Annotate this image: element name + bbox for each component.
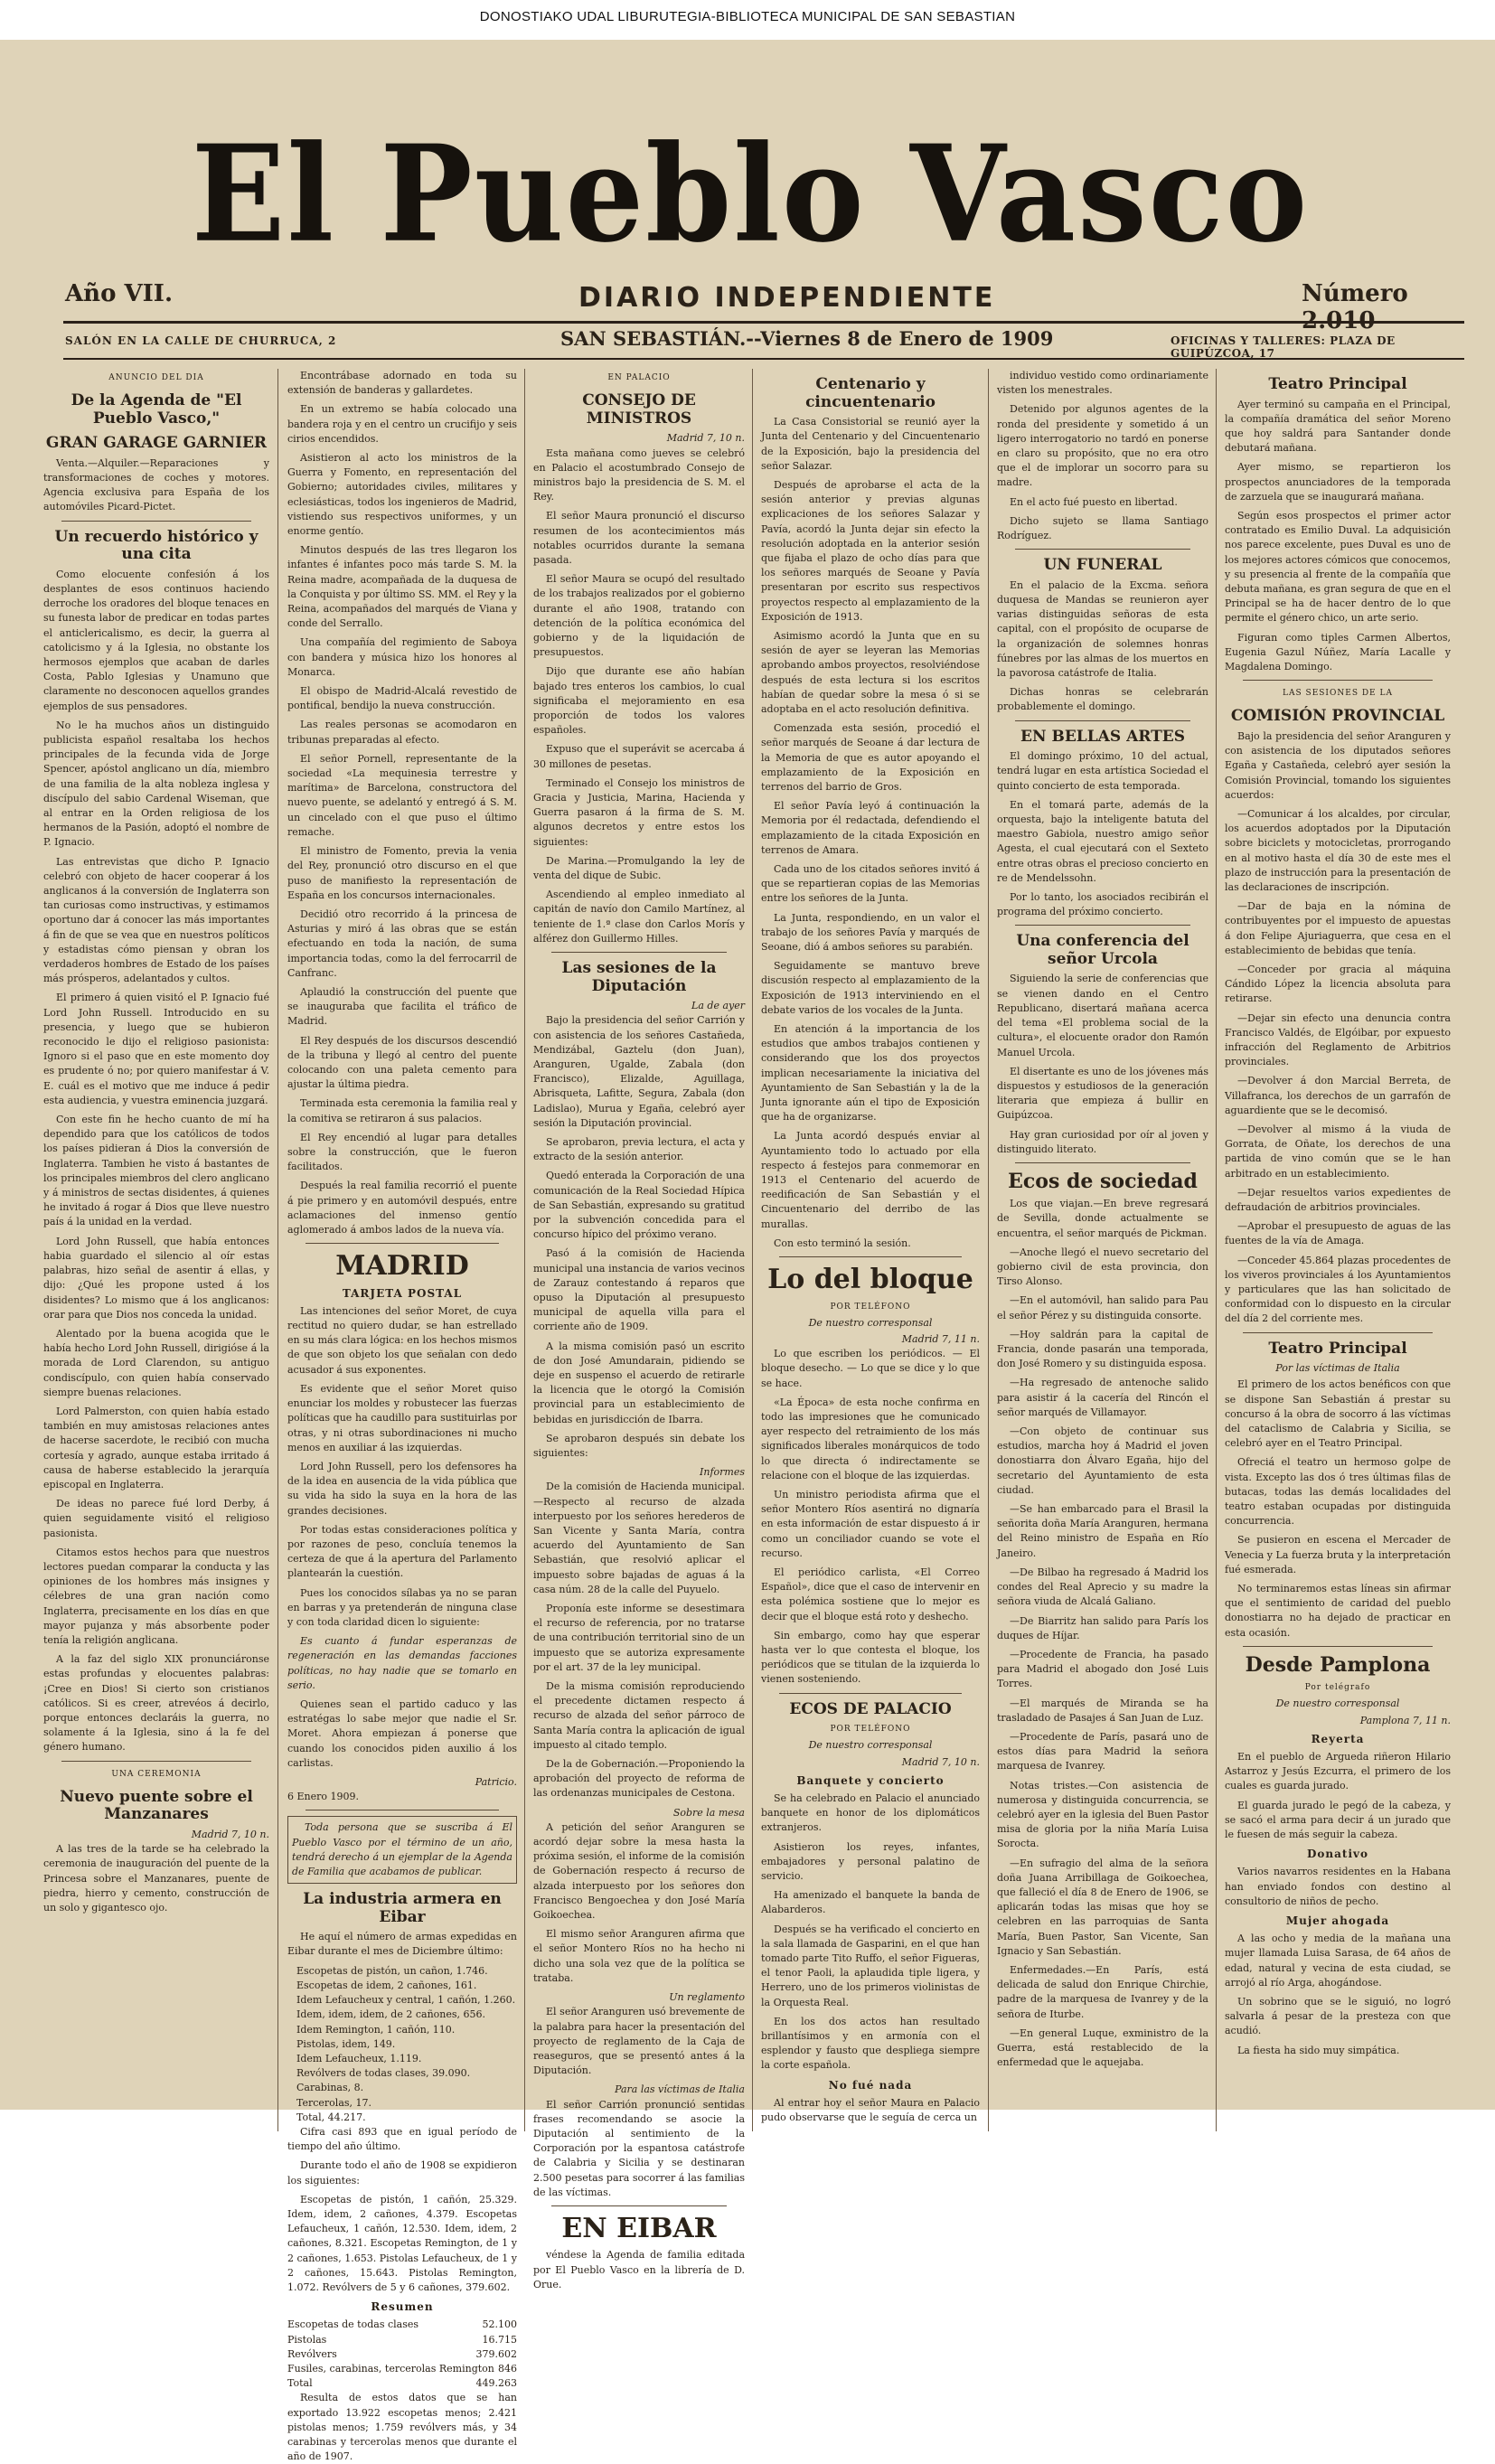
madrid-heading: MADRID [335, 1250, 469, 1283]
paragraph: En atención á la importancia de los estudios que ambos trabajos contienen y considerando que los dos proyectos implican necesariamente la iniciativa del Ayuntamiento de San Sebastián y la de la Junta ignorante aún el tipo de Exposición que ha de organizarse. [761, 1023, 980, 1124]
divider [551, 952, 727, 953]
pamplona-subheading: Mujer ahogada [1285, 1914, 1390, 1928]
paragraph: Ascendiendo al empleo inmediato al capitán de navío don Camilo Martínez, al teniente de 1.ª clase don Carlos Morís y alférez don Guillermo Hilles. [533, 889, 745, 945]
armera-line: Tercerolas, 17. [296, 2096, 372, 2109]
newspaper-title: El Pueblo Vasco [191, 116, 1310, 273]
paragraph: Asimismo acordó la Junta que en su sesión de ayer se leyeran las Memorias aprobando ambos proyectos, resolviéndose después de esta lectura si los escritos habían de quedar sobre la mesa ó si se adoptaba en el acto resolución definitiva. [761, 629, 980, 715]
paragraph: Las intenciones del señor Moret, de cuya rectitud no quiero dudar, se han estrellado en su más clara lógica: en los hechos mismos de que son objeto los que señalan con dedo acusador á sus exponentes. [287, 1304, 517, 1376]
paragraph: Un ministro periodista afirma que el señor Montero Ríos asentirá no dignaría en esta información de estar dispuesto á ir como un conciliador cuando se vote el recurso. [761, 1489, 980, 1559]
paragraph: Escopetas de pistón, 1 cañón, 25.329. Idem, idem, 2 cañones, 4.379. Escopetas Lefaucheux, 1 cañón, 12.530. Idem, idem, 2 cañones, 8.321. Escopetas Remington, de 1 y 2 cañones, 1.653. Pistolas Lefaucheux, de 1 y 2 cañones, 15.643. Pistolas Remington, 1.072. Revólvers de 5 y 6 cañones, 379.602. [287, 2193, 517, 2293]
resumen-row [287, 2362, 517, 2376]
paragraph: Con este fin he hecho cuanto de mí ha dependido para que los católicos de todos los países pidieran á Dios la conversión de Inglaterra. Tambien he visto á bastantes de los principales miembros del clero anglicano y á ministros de sectas disidentes, á quienes he invitado á rogar á Dios que lleve nuestro país á la unidad en la verdad. [43, 1114, 269, 1228]
paragraph: —En el automóvil, han salido para Pau el señor Pérez y su distinguida consorte. [997, 1294, 1208, 1321]
paragraph: Seguidamente se mantuvo breve discusión respecto al emplazamiento de la Exposición de 1913 interviniendo en el debate varios de los vocales de la Junta. [761, 960, 980, 1016]
column-rule [524, 369, 525, 2131]
paragraph: En el acto fué puesto en libertad. [1010, 495, 1178, 508]
paragraph: —De Biarritz han salido para París los duques de Híjar. [997, 1614, 1208, 1641]
paragraph: —Anoche llegó el nuevo secretario del gobierno civil de esta provincia, don Tirso Alonso. [997, 1246, 1208, 1288]
paragraph: El ministro de Fomento, previa la venia del Rey, pronunció otro discurso en el que puso de manifiesto la representación de España en los concursos internacionales. [287, 845, 517, 901]
paragraph: —Comunicar á los alcaldes, por circular, los acuerdos adoptados por la Diputación sobre biciclets y motocicletas, prorrogando en al motivo hasta el día 30 de este mes el plazo de instrucción para la presentación de las declaraciones de inscripción. [1225, 807, 1451, 893]
offices-address: OFICINAS Y TALLERES: PLAZA DE GUIPÚZCOA, 17 [1171, 334, 1396, 360]
paragraph: —El marqués de Miranda se ha trasladado de Pasajes á San Juan de Luz. [997, 1697, 1208, 1724]
paragraph: El domingo próximo, 10 del actual, tendrá lugar en esta artística Sociedad el quinto concierto de esta temporada. [997, 750, 1208, 792]
bloque-kicker: POR TELÉFONO [830, 1302, 911, 1312]
puente-heading: Nuevo puente sobre el Manzanares [60, 1787, 253, 1824]
divider [779, 1256, 962, 1257]
resumen-row [287, 2333, 517, 2347]
paragraph: No le ha muchos años un distinguido publicista español resaltaba los hechos principales de la fecunda vida de Jorge Spencer, apóstol anglicano un día, miembro de una familia de la alta nobleza inglesa y discípulo del sabio Cardenal Wiseman, que al entrar en la Orden religiosa de los hermanos de la Pasión, adoptó el nombre de P. Ignacio. [43, 719, 269, 849]
paragraph: El primero de los actos benéficos con que se dispone San Sebastián á prestar su concurso á la obra de socorro á las víctimas del cataclismo de Calabria y Sicilia, se celebró ayer en el Teatro Principal. [1225, 1378, 1451, 1450]
divider [1015, 1162, 1190, 1163]
paragraph: Citamos estos hechos para que nuestros lectores puedan comparar la conducta y las opiniones de los hombres más insignes y célebres de una gran nación como Inglaterra, precisamente en los días en que mayor pujanza y más absorbente poder tenía la religión anglicana. [43, 1546, 269, 1646]
paragraph: Terminado el Consejo los ministros de Gracia y Justicia, Marina, Hacienda y Guerra pasaron á la firma de S. M. algunos decretos y entre estos los siguientes: [533, 776, 745, 848]
paragraph: Después de aprobarse el acta de la sesión anterior y previas algunas explicaciones de los señores Salazar y Pavía, acordó la Junta dejar sin efecto la resolución adoptada en la anterior sesión que fijaba el plazo de ocho días para que los señores marqués de Seoane y Pavía presentaran por escrito sus respectivos proyectos respecto al emplazamiento de la Exposición de 1913. [761, 478, 980, 623]
paragraph: Cada uno de los citados señores invitó á que se repartieran copias de las Memorias entre los señores de la Junta. [761, 862, 980, 905]
palacio-heading: ECOS DE PALACIO [789, 1699, 952, 1718]
armera-line: Escopetas de idem, 2 cañones, 161. [296, 1979, 477, 1991]
paragraph: Un sobrino que se le siguió, no logró salvarla á pesar de la presteza con que acudió. [1225, 1996, 1451, 2037]
paragraph: Minutos después de las tres llegaron los infantes é infantes poco más tarde S. M. la Reina madre, acompañada de la duquesa de la Conquista y por último SS. MM. el Rey y la Reina, acompañados del marqués de Viana y conde del Serrallo. [287, 544, 517, 630]
paragraph: Quedó enterada la Corporación de una comunicación de la Real Sociedad Hípica de San Sebastián, expresando su gratitud por la subvención concedida para el concurso hípico del próximo verano. [533, 1170, 745, 1241]
armera-line: Idem Lefaucheux y central, 1 cañón, 1.260. [296, 1994, 516, 2007]
paragraph: A las tres de la tarde se ha celebrado la ceremonia de inauguración del puente de la Princesa sobre el Manzanares, puente de piedra, hierro y cemento, construcción de un solo y gigantesco ojo. [43, 1843, 269, 1914]
column-rule [752, 369, 753, 2131]
column-rule [1216, 369, 1217, 2131]
paragraph: El periódico carlista, «El Correo Español», dice que el caso de intervenir en esta polémica sostiene que lo mejor es decir que el bloque está roto y deshecho. [761, 1566, 980, 1622]
paragraph: Encontrábase adornado en toda su extensión de banderas y gallardetes. [287, 370, 517, 397]
column-4 [761, 369, 980, 2131]
paragraph: El señor Pavía leyó á continuación la Memoria por él redactada, defendiendo el emplazamiento de la citada Exposición en terrenos de Amara. [761, 800, 980, 856]
paragraph: A la misma comisión pasó un escrito de don José Amundarain, pidiendo se deje en suspenso el acuerdo de retirarle la licencia que le otorgó la Comisión provincial para un establecimiento de bebidas en jurisdicción de Ibarra. [533, 1340, 745, 1425]
paragraph: A petición del señor Aranguren se acordó dejar sobre la mesa hasta la próxima sesión, el informe de la comisión de Gobernación respecto á recurso de alzada interpuesto por los señores don Francisco Bengoechea y don José María Goikoechea. [533, 1820, 745, 1922]
resumen-label: Revólvers [287, 2347, 337, 2360]
madrid-kicker: TARJETA POSTAL [342, 1286, 463, 1300]
bellas-heading: EN BELLAS ARTES [1020, 727, 1185, 746]
paragraph: —Conceder por gracia al máquina Cándido López la licencia absoluta para retirarse. [1225, 964, 1451, 1005]
paragraph: El señor Aranguren usó brevemente de la palabra para hacer la presentación del proyecto de reglamento de la Caja de reaseguros, que se presentó antes á la Diputación. [533, 2006, 745, 2077]
urcola-heading: Una conferencia del señor Urcola [1016, 932, 1189, 968]
pamplona-subheading: Donativo [1307, 1848, 1368, 1861]
paragraph: Lord John Russell, pero los defensores ha de la idea en ausencia de la vida pública que su vida ha sido la suya en la hora de las grandes decisiones. [287, 1460, 517, 1517]
armera-list [287, 1964, 517, 2125]
paragraph: El señor Pornell, representante de la sociedad «La mequinesia terrestre y marítima» de Barcelona, constructora del nuevo puente, se adelantó y entregó á S. M. un cincelado con el que puso el último remache. [287, 752, 517, 838]
ad-kicker: ANUNCIO DEL DIA [108, 373, 204, 382]
sesiones-kicker: La de ayer [691, 1000, 745, 1012]
paragraph: —Hoy saldrán para la capital de Francia, donde pasarán una temporada, don José Romero y su distinguida esposa. [997, 1328, 1208, 1370]
madrid-signature: Patricio. [475, 1775, 517, 1788]
paragraph: Notas tristes.—Con asistencia de numerosa y distinguida concurrencia, se celebró ayer en la iglesia del Buen Pastor misa de gloria por la niña María Luisa Sorocta. [997, 1779, 1208, 1850]
armera-heading: La industria armera en Eibar [303, 1890, 502, 1926]
divider [61, 1761, 251, 1762]
paragraph: En el pueblo de Argueda riñeron Hilario Astarroz y Jesús Ezcurra, el primero de los cuales es guarda jurado. [1225, 1750, 1451, 1792]
informes-heading: Informes [700, 1466, 745, 1479]
armera-line: Idem Lefaucheux, 1.119. [296, 2052, 422, 2064]
masthead [36, 90, 1464, 389]
mesa-heading: Sobre la mesa [672, 1806, 745, 1819]
paragraph: De la misma comisión reproduciendo el precedente dictamen respecto á recurso de alzada del señor párroco de Santa María contra la aplicación de igual impuesto al citado templo. [533, 1680, 745, 1751]
resumen-value: 449.263 [475, 2377, 517, 2390]
teatro2-kicker: Por las víctimas de Italia [1275, 1362, 1400, 1375]
paragraph: El Rey encendió al lugar para detalles sobre la construcción, que le fueron facilitados. [287, 1131, 517, 1173]
palacio-byline: De nuestro corresponsal [808, 1739, 933, 1752]
paragraph: No terminaremos estas líneas sin afirmar que el sentimiento de caridad del pueblo donostiarra no ha dejado de practicar en esta ocasión. [1225, 1583, 1451, 1639]
divider [306, 1243, 499, 1244]
column-5 [997, 369, 1208, 2131]
armera-line: Idem Remington, 1 cañón, 110. [296, 2023, 456, 2036]
comision-kicker: LAS SESIONES DE LA [1283, 689, 1393, 699]
paragraph: Lord Palmerston, con quien había estado también en muy amistosas relaciones antes de hacerse sacerdote, le recibió con mucha cortesía y agrado, aunque estaba irritado á causa de haberse establecido la jerarquía episcopal en Inglaterra. [43, 1405, 269, 1491]
paragraph: Se ha celebrado en Palacio el anunciado banquete en honor de los diplomáticos extranjeros. [761, 1792, 980, 1834]
paragraph: Ayer mismo, se repartieron los prospectos anunciadores de la temporada de zarzuela que se inaugurará mañana. [1225, 461, 1451, 503]
paragraph: El mismo señor Aranguren afirma que el señor Montero Ríos no ha hecho ni dicho una sola vez que de la política se trataba. [533, 1928, 745, 1984]
paragraph: Según esos prospectos el primer actor contratado es Emilio Duval. La adquisición nos parece excelente, pues Duval es uno de los mejores actores cómicos que conocemos, y su presencia al frente de la compañía que debuta mañana, es gran segura de que en el Principal se ha de hacer dentro de lo que permite el género chico, un arte serio. [1225, 509, 1451, 625]
garage-heading: GRAN GARAGE GARNIER [45, 434, 268, 453]
paragraph: —En sufragio del alma de la señora doña Juana Arribillaga de Goikoechea, que falleció el día 8 de Enero de 1906, se aplicarán todas las misas que hoy se celebren en las parroquias de Santa María, Buen Pastor, San Vicente, San Ignacio y San Sebastián. [997, 1857, 1208, 1957]
resumen-label: Escopetas de todas clases [287, 2318, 418, 2331]
centenario-heading: Centenario y cincuentenario [805, 375, 936, 411]
paragraph: Alentado por la buena acogida que le había hecho Lord John Russell, dirigióse á la morada de Lord Clarendon, su antiguo condiscípulo, con quien había conservado siempre buenas relaciones. [43, 1327, 269, 1398]
paragraph: individuo vestido como ordinariamente visten los menestrales. [997, 370, 1208, 397]
paragraph: En los dos actos han resultado brillantísimos y en armonía con el esplendor y fausto que despliega siempre la corte española. [761, 2015, 980, 2072]
funeral-heading: UN FUNERAL [1043, 556, 1162, 575]
paragraph: Lord John Russell, que había entonces habia guardado el silencio al oír estas palabras, hizo señal de asentir á ellas, y dijo: ¿Qué les propone usted á los disidentes? Lo mismo que á los anglicanos: orar para que Dios nos conceda la unidad. [43, 1235, 269, 1321]
salon-address: SALÓN EN LA CALLE DE CHURRUCA, 2 [65, 334, 337, 347]
divider [1015, 720, 1190, 721]
paragraph: La Junta, respondiendo, en un valor el trabajo de los señores Pavía y marqués de Seoane, dió á ambos señores su parabién. [761, 911, 980, 953]
paragraph: He aquí el número de armas expedidas en Eibar durante el mes de Diciembre último: [287, 1931, 517, 1958]
divider [1243, 680, 1433, 681]
paragraph: Se pusieron en escena el Mercader de Venecia y La fuerza bruta y la interpretación fué esmerada. [1225, 1534, 1451, 1575]
paragraph: —Dar de baja en la nómina de contribuyentes por el impuesto de apuestas á don Felipe Ajuriaguerra, que cesa en el establecimiento de bebidas que tenía. [1225, 900, 1451, 956]
issue-number: Número 2.010 [1302, 280, 1408, 334]
paragraph: De ideas no parece fué lord Derby, á quien seguidamente visitó el religioso pasionista. [43, 1498, 269, 1539]
paragraph: Después se ha verificado el concierto en la sala llamada de Gasparini, en el que han tomado parte Tito Ruffo, el señor Figueras, el tenor Paoli, la aplaudida tiple ligera, y Herrero, uno de los primeros violinistas de la Orquesta Real. [761, 1923, 980, 2008]
masthead-rule-bottom [63, 358, 1464, 360]
teatro2-heading: Teatro Principal [1268, 1339, 1407, 1358]
paragraph: Bajo la presidencia del señor Aranguren y con asistencia de los diputados señores Egaña y Castañeda, celebró ayer sesión la Comisión Provincial, tomando los siguientes acuerdos: [1225, 729, 1451, 801]
reglamento-heading: Un reglamento [669, 1991, 745, 2004]
paragraph: Como elocuente confesión á los desplantes de esos continuos haciendo derroche los oradores del bloque tenaces en su funesta labor de predicar en todas partes el anticlericalismo, es decir, la guerra al catolicismo y á la Iglesia, no obstante los hermosos ejemplos que acaban de darles Costa, Pablo Iglesias y Unamuno que claramente no desconocen aquellos grandes ejemplos de sus pensadores. [43, 568, 269, 712]
column-2 [287, 369, 518, 2463]
paragraph: Terminada esta ceremonia la familia real y la comitiva se retiraron á sus palacios. [287, 1097, 517, 1124]
resumen-value: 16.715 [482, 2333, 517, 2346]
divider [1015, 549, 1190, 550]
paragraph: —Dejar sin efecto una denuncia contra Francisco Valdés, de Elgóibar, por expuesto infracción del Reglamento de Arbitrios provinciales. [1225, 1011, 1451, 1068]
paragraph: Los que viajan.—En breve regresará de Sevilla, donde actualmente se encuentra, el señor marqués de Pickman. [997, 1198, 1208, 1239]
paragraph: Figuran como tiples Carmen Albertos, Eugenia Gazul Núñez, María Lacalle y Magdalena Domingo. [1225, 631, 1451, 672]
resumen-heading: Resumen [371, 2300, 434, 2314]
paragraph: —Procedente de París, pasará uno de estos días para Madrid la señora marquesa de Ivanrey. [997, 1730, 1208, 1773]
armera-line: Escopetas de pistón, un cañon, 1.746. [296, 1964, 488, 1977]
resumen-value: 52.100 [482, 2318, 517, 2331]
puente-dateline: Madrid 7, 10 n. [191, 1828, 269, 1840]
paragraph: Una compañía del regimiento de Saboya con bandera y música hizo los honores al Monarca. [287, 636, 517, 678]
paragraph: Siguiendo la serie de conferencias que se vienen dando en el Centro Republicano, disertará mañana acerca del tema «El problema social de la cultura», el elocuente orador don Ramón Manuel Urcola. [997, 973, 1208, 1058]
paragraph: En el tomará parte, además de la orquesta, bajo la inteligente batuta del maestro Gabiola, nuestro amigo señor Agesta, el cual ejecutará con el Sexteto entre otras obras el precioso concierto en re de Mendelssohn. [997, 798, 1208, 884]
paragraph: Es evidente que el señor Moret quiso enunciar los moldes y robustecer las fuerzas políticas que ha caudillo para sustituirlas por otras, y ni otras subordinaciones ni mucho menos en auxiliar á las izquierdas. [287, 1382, 517, 1453]
paragraph: Quienes sean el partido caduco y las estratégas lo sabe mejor que nadie el Sr. Moret. Ahora empiezan á ponerse que cuando los conocidos piden auxilio á los carlistas. [287, 1698, 517, 1769]
ecos-heading: Ecos de sociedad [1008, 1169, 1198, 1193]
resumen-row [287, 2347, 517, 2362]
divider [779, 1693, 962, 1694]
paragraph: Por lo tanto, los asociados recibirán el programa del próximo concierto. [997, 890, 1208, 918]
resumen-table [287, 2318, 517, 2391]
divider [1243, 1332, 1433, 1333]
resumen-value: 846 [498, 2362, 517, 2375]
paragraph: Las reales personas se acomodaron en tribunas preparadas al efecto. [287, 719, 517, 746]
paragraph: —Devolver al mismo á la viuda de Gorrata, de Oñate, los derechos de una partida de vino común que se le han arbitrado en un establecimiento. [1225, 1124, 1451, 1180]
paragraph: —En general Luque, exministro de la Guerra, está restablecido de la enfermedad que le aquejaba. [997, 2027, 1208, 2069]
divider [1243, 1646, 1433, 1647]
paragraph: —Devolver á don Marcial Berreta, de Villafranca, los derechos de un garrafón de aguardiente que se le decomisó. [1225, 1075, 1451, 1116]
paragraph: Es cuanto á fundar esperanzas de regeneración en las demandas facciones políticas, no hay nadie que se tomarlo en serio. [287, 1635, 517, 1691]
column-1 [43, 369, 269, 2131]
consejo-dateline: Madrid 7, 10 n. [666, 432, 745, 445]
paragraph: Dijo que durante ese año habían bajado tres enteros los cambios, lo cual significaba el mejoramiento en esa proporción de todos los valores españoles. [533, 665, 745, 737]
armera-line: Pistolas, idem, 149. [296, 2037, 396, 2050]
divider [1015, 925, 1190, 926]
newspaper-subtitle: DIARIO INDEPENDIENTE [578, 282, 996, 314]
paragraph: Se aprobaron después sin debate los siguientes: [533, 1432, 745, 1459]
bloque-heading: Lo del bloque [767, 1264, 973, 1296]
paragraph: Dicho sujeto se llama Santiago Rodríguez. [997, 514, 1208, 542]
ceremonia-kicker: UNA CEREMONIA [111, 1769, 202, 1779]
paragraph: —Aprobar el presupuesto de aguas de las fuentes de la vía de Amaga. [1225, 1220, 1451, 1247]
paragraph: El Rey después de los discursos descendió de la tribuna y llegó al centro del puente colocando con una paleta cemento para ajustar la última piedra. [287, 1034, 517, 1091]
paragraph: —Conceder 45.864 plazas procedentes de los viveros provinciales á los Ayuntamientos y particulares que las han solicitado de conformidad con lo dispuesto en la circular del día 2 del corriente mes. [1225, 1254, 1451, 1325]
paragraph: Hay gran curiosidad por oír al joven y distinguido literato. [997, 1128, 1208, 1155]
armera-line: Revólvers de todas clases, 39.090. [296, 2067, 471, 2080]
paragraph: Detenido por algunos agentes de la ronda del presidente y sometido á un ligero interrogatorio no tardó en ponerse en claro su propósito, que no era otro que el de implorar un socorro para su madre. [997, 403, 1208, 489]
paragraph: Sin embargo, como hay que esperar hasta ver lo que contesta el bloque, los periódicos que se titulan de la izquierda lo vienen sosteniendo. [761, 1629, 980, 1686]
archive-header: DONOSTIAKO UDAL LIBURUTEGIA-BIBLIOTECA MUNICIPAL DE SAN SEBASTIAN [0, 0, 1495, 34]
paragraph: Enfermedades.—En París, está delicada de salud don Enrique Chirchie, padre de la marquesa de Ivanrey y de la señora de Iturbe. [997, 1963, 1208, 2020]
subscription-notice: Toda persona que se suscriba á El Pueblo Vasco por el término de un año, tendrá derecho á un ejemplar de la Agenda de Familia que acabamos de publicar. [287, 1816, 517, 1884]
paragraph: Proponía este informe se desestimara el recurso de referencia, por no tratarse de una contribución territorial sino de un impuesto que se autoriza expresamente por el art. 37 de la ley municipal. [533, 1603, 745, 1673]
teatro-heading: Teatro Principal [1268, 375, 1407, 393]
paragraph: —Dejar resueltos varios expedientes de defraudación de arbitrios provinciales. [1225, 1186, 1451, 1214]
paragraph: Varios navarros residentes en la Habana han enviado fondos con destino al consultorio de niños de pecho. [1225, 1866, 1451, 1907]
paragraph: El señor Maura se ocupó del resultado de los trabajos realizados por el gobierno durante el año 1908, tratando con detención de la política económica del gobierno y de la liquidación de presupuestos. [533, 573, 745, 659]
paragraph: Por todas estas consideraciones política y por razones de peso, concluía tenemos la certeza de que á la apertura del Parlamento plantearán la cuestión. [287, 1523, 517, 1580]
palacio-kicker: POR TELÉFONO [830, 1725, 911, 1735]
dateline: SAN SEBASTIÁN.--Viernes 8 de Enero de 1909 [560, 327, 1054, 350]
paragraph: La fiesta ha sido muy simpática. [1237, 2044, 1400, 2056]
paragraph: De la comisión de Hacienda municipal.—Respecto al recurso de alzada interpuesto por los señores herederos de San Vicente y Santa María, contra acuerdo del Ayuntamiento de San Sebastián, que resolvió aplicar el impuesto sobre bajadas de aguas á la casa núm. 28 de la calle del Puyuelo. [533, 1481, 745, 1595]
paragraph: Pasó á la comisión de Hacienda municipal una instancia de varios vecinos de Zarauz contestando á reparos que opuso la Diputación al presupuesto municipal de aquella villa para el corriente año de 1909. [533, 1247, 745, 1333]
paragraph: Aplaudió la construcción del puente que se inauguraba que facilita el tráfico de Madrid. [287, 985, 517, 1028]
paragraph: —Ha regresado de antenoche salido para asistir á la cacería del Rincón el señor marqués de Villamayor. [997, 1377, 1208, 1418]
agenda-heading: De la Agenda de "El Pueblo Vasco," [71, 391, 242, 428]
recuerdo-heading: Un recuerdo histórico y una cita [54, 527, 259, 564]
paragraph: El señor Carrión pronunció sentidas frases recomendando se asocie la Diputación al sentimiento de la Corporación por la espantosa catástrofe de Calabria y Sicilia y se destinaran 2.500 pesetas para socorrer á las familias de las víctimas. [533, 2098, 745, 2198]
pamplona-kicker: Por telégrafo [1304, 1683, 1371, 1693]
paragraph: «La Época» de esta noche confirma en todo las impresiones que he comunicado ayer respecto del retraimiento de los más significados liberales monárquicos de todo lo que directa ó indirectamente se relacione con el bloque de las izquierdas. [761, 1396, 980, 1481]
paragraph: De la de Gobernación.—Proponiendo la aprobación del proyecto de reforma de las ordenanzas municipales de Cestona. [533, 1758, 745, 1800]
palacio-subheading: Banquete y concierto [796, 1773, 945, 1787]
armera-line: Idem, idem, idem, de 2 cañones, 656. [296, 2008, 485, 2021]
sesiones-heading: Las sesiones de la Diputación [561, 959, 717, 995]
paragraph: A la faz del siglo XIX pronunciáronse estas profundas y elocuentes palabras: ¡Cree en Dios! Si cierto son cristianos católicos. Si es creer, atrevéos á decirlo, porque entonces declaráis la guerra, no solamente á la Iglesia, sino á la fe del género humano. [43, 1653, 269, 1754]
resumen-value: 379.602 [475, 2347, 517, 2360]
garage-text: Venta.—Alquiler.—Reparaciones y transformaciones de coches y motores. Agencia exclusiva para España de los automóviles Picard-Pictet. [43, 456, 269, 513]
paragraph: Comenzada esta sesión, procedió el señor marqués de Seoane á dar lectura de la Memoria de que es autor apoyando el emplazamiento de la Exposición en terrenos del barrio de Gros. [761, 722, 980, 793]
palacio-kicker: EN PALACIO [607, 373, 671, 382]
column-rule [277, 369, 278, 2131]
divider [61, 521, 251, 522]
paragraph: Ha amenizado el banquete la banda de Alabarderos. [761, 1889, 980, 1916]
paragraph: Esta mañana como jueves se celebró en Palacio el acostumbrado Consejo de ministros bajo la presidencia de S. M. el Rey. [533, 447, 745, 503]
paragraph: Con esto terminó la sesión. [774, 1237, 911, 1249]
paragraph: —Procedente de Francia, ha pasado para Madrid el abogado don José Luis Torres. [997, 1648, 1208, 1690]
pamplona-heading: Desde Pamplona [1245, 1652, 1431, 1677]
paragraph: —Se han embarcado para el Brasil la señorita doña María Aranguren, hermana del Reino ministro de España en Río Janeiro. [997, 1503, 1208, 1559]
paragraph: Ayer terminó su campaña en el Principal, la compañía dramática del señor Moreno que hoy saldrá para Santander donde debutará mañana. [1225, 398, 1451, 455]
paragraph: Se aprobaron, previa lectura, el acta y extracto de la sesión anterior. [533, 1135, 745, 1163]
paragraph: Expuso que el superávit se acercaba á 30 millones de pesetas. [533, 743, 745, 770]
paragraph: Pues los conocidos sílabas ya no se paran en barras y ya pretenderán de ninguna clase y con toda claridad dicen lo siguiente: [287, 1586, 517, 1628]
resumen-label: Total [287, 2377, 313, 2390]
paragraph: Las entrevistas que dicho P. Ignacio celebró con objeto de hacer cooperar á los anglicanos á la conversión de Inglaterra son tan curiosas como instructivas, y estimamos oportuno dar á conocer las más importantes á fin de que se vea que en nuestros políticos y estadistas cómo piensan y obran los verdaderos hombres de Estado de los países más prósperos, adelantados y cultos. [43, 855, 269, 985]
paragraph: Asistieron los reyes, infantes, embajadores y personal palatino de servicio. [761, 1840, 980, 1883]
masthead-rule-top [63, 321, 1464, 324]
paragraph: Después la real familia recorrió el puente á pie primero y en automóvil después, entre aclamaciones del inmenso gentío aglomerado á ambos lados de la nueva vía. [287, 1180, 517, 1236]
paragraph: La Junta acordó después enviar al Ayuntamiento todo lo actuado por ella respecto á festejos para conmemorar en 1913 el Centenario del acuerdo de reedificación de San Sebastián y el Cincuentenario del derribo de las murallas. [761, 1130, 980, 1230]
paragraph: —De Bilbao ha regresado á Madrid los condes del Real Aprecio y su madre la señora viuda de Alcalá Galiano. [997, 1566, 1208, 1608]
paragraph: El señor Maura pronunció el discurso resumen de los acontecimientos más notables ocurridos durante la semana pasada. [533, 510, 745, 566]
paragraph: El obispo de Madrid-Alcalá revestido de pontifical, bendijo la nueva construcción. [287, 685, 517, 712]
paragraph: Cifra casi 893 que en igual período de tiempo del año último. [287, 2125, 517, 2153]
paragraph: Lo que escriben los periódicos. — El bloque desecho. — Lo que se dice y lo que se hace. [761, 1348, 980, 1389]
eibar-heading: EN EIBAR [561, 2212, 717, 2244]
pamplona-subheading: Reyerta [1311, 1732, 1365, 1745]
armera-line: Carabinas, 8. [296, 2082, 364, 2094]
palacio-dateline: Madrid 7, 10 n. [901, 1755, 980, 1768]
bloque-byline: De nuestro corresponsal [808, 1316, 933, 1329]
consejo-heading: CONSEJO DE MINISTROS [582, 391, 696, 428]
bloque-dateline: Madrid 7, 11 n. [901, 1332, 980, 1345]
column-3 [533, 369, 745, 2290]
paragraph: El disertante es uno de los jóvenes más dispuestos y estudiosos de la generación literaria que empieza á bullir en Guipúzcoa. [997, 1065, 1208, 1122]
paragraph: Durante todo el año de 1908 se expidieron los siguientes: [287, 2159, 517, 2187]
resumen-row [287, 2318, 517, 2332]
paragraph: Bajo la presidencia del señor Carrión y con asistencia de los señores Castañeda, Mendizábal, Gaztelu (don Juan), Aranguren, Ugalde, Zabala (don Francisco), Elizalde, Aguillaga, Abrisqueta, Lafitte, Segura, Zabala (don Ladislao), Murua y Egaña, celebró ayer sesión la Diputación provincial. [533, 1014, 745, 1129]
italia-heading: Para las víctimas de Italia [615, 2083, 745, 2096]
armera-line: Total, 44.217. [296, 2111, 366, 2123]
comision-heading: COMISIÓN PROVINCIAL [1230, 707, 1445, 726]
novino-subheading: No fué nada [828, 2078, 913, 2092]
paragraph: Ofreciá el teatro un hermoso golpe de vista. Excepto las dos ó tres últimas filas de butacas, todas las demás localidades del teatro estaban ocupadas por distinguida concurrencia. [1225, 1456, 1451, 1528]
resumen-label: Pistolas [287, 2333, 327, 2346]
paragraph: Al entrar hoy el señor Maura en Palacio pudo observarse que le seguía de cerca un [761, 2096, 980, 2124]
pamplona-dateline: Pamplona 7, 11 n. [1359, 1714, 1451, 1726]
paragraph: El primero á quien visitó el P. Ignacio fué Lord John Russell. Introducido en su presencia, y luego que se hubieron reconocido le dijo el religioso pasionista: Ignoro si el paso que en este momento doy es prudente ó no; por quiero manifestar á V. E. cuál es el motivo que me induce á pedir esta audiencia, y vuestra eminencia juzgará. [43, 992, 269, 1106]
paragraph: Asistieron al acto los ministros de la Guerra y Fomento, en representación del Gobierno; autoridades civiles, militares y eclesiásticas, todos los ingenieros de Madrid, vistiendo sus respectivos uniformes, y un enorme gentío. [287, 452, 518, 538]
paragraph: El guarda jurado le pegó de la cabeza, y se sacó el arma para decir á un jurado que le fuesen de más seguir la cabeza. [1225, 1799, 1451, 1840]
newspaper-page [0, 40, 1495, 2463]
pamplona-byline: De nuestro corresponsal [1275, 1698, 1400, 1710]
column-rule [988, 369, 989, 2131]
paragraph: La Casa Consistorial se reunió ayer la Junta del Centenario y del Cincuentenario de la Exposición, bajo la presidencia del señor Salazar. [761, 416, 980, 472]
paragraph: —Con objeto de continuar sus estudios, marcha hoy á Madrid el joven donostiarra don Álvaro Egaña, hijo del secretario del Ayuntamiento de esta ciudad. [997, 1425, 1208, 1496]
paragraph: En el palacio de la Excma. señora duquesa de Mandas se reunieron ayer varias distinguidas señoras de esta capital, con el propósito de ocuparse de la organización de solemnes honras fúnebres por las almas de los muertos en la pavorosa catástrofe de Italia. [997, 578, 1208, 679]
paragraph: A las ocho y media de la mañana una mujer llamada Luisa Sarasa, de 64 años de edad, natural y vecina de esta ciudad, se arrojó al río Arga, ahogándose. [1225, 1933, 1451, 1989]
madrid-date: 6 Enero 1909. [287, 1791, 359, 1803]
year-label: Año VII. [65, 280, 174, 307]
paragraph: Decidió otro recorrido á la princesa de Asturias y miró á las obras que se están efectuando en toda la nación, de suma importancia todas, como la del ferrocarril de Canfranc. [287, 908, 517, 979]
resumen-row [287, 2376, 517, 2391]
divider [551, 2205, 727, 2206]
paragraph: Resulta de estos datos que se han exportado 13.922 escopetas menos; 2.421 pistolas menos; 1.759 revólvers más, y 34 carabinas y tercerolas menos que durante el año de 1907. [287, 2392, 517, 2463]
resumen-label: Fusiles, carabinas, tercerolas Remington [287, 2362, 494, 2375]
paragraph: Dichas honras se celebrarán probablemente el domingo. [997, 686, 1208, 713]
column-6 [1225, 369, 1451, 2131]
paragraph: véndese la Agenda de familia editada por El Pueblo Vasco en la librería de D. Orue. [533, 2249, 745, 2290]
paragraph: De Marina.—Promulgando la ley de venta del dique de Subic. [533, 854, 745, 881]
paragraph: En un extremo se había colocado una bandera roja y en el centro un crucifijo y seis cirios encendidos. [287, 403, 517, 445]
